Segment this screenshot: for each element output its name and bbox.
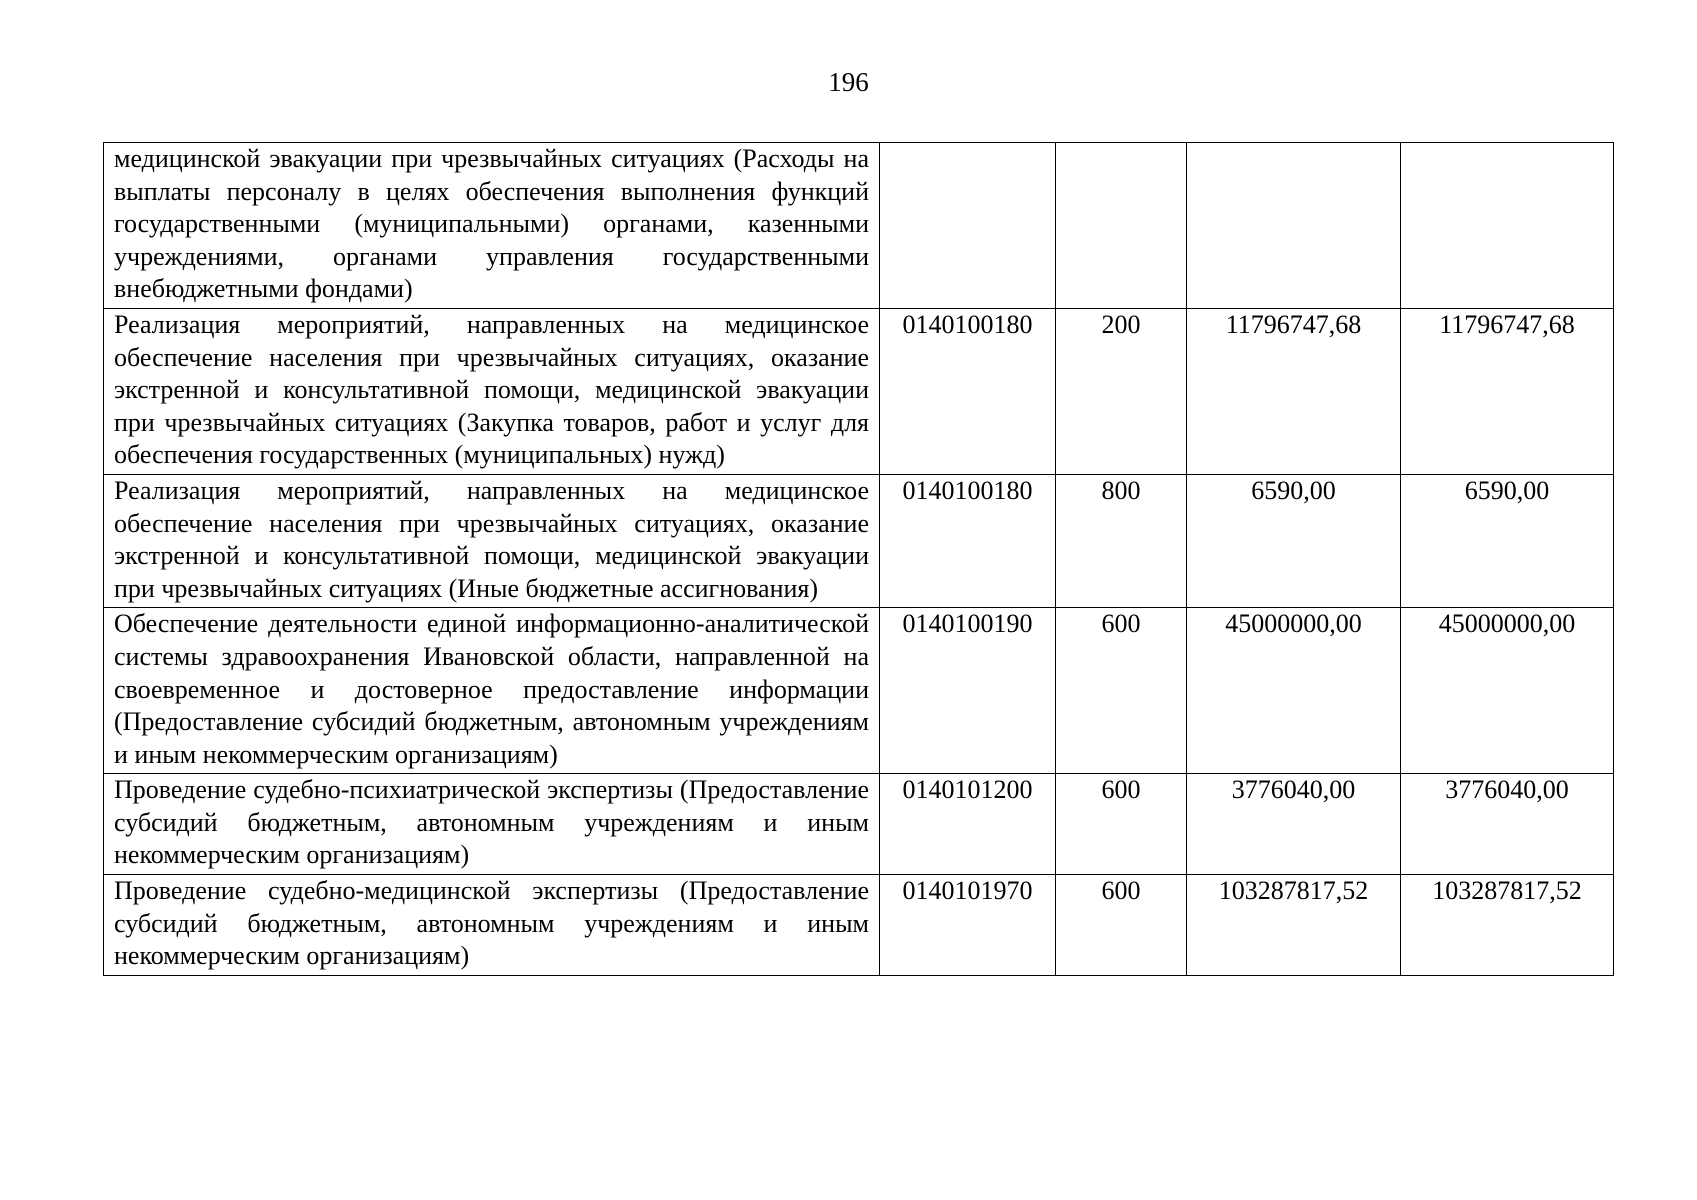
table-row [104, 143, 1614, 309]
table-row [104, 774, 1614, 875]
row-expense-type: 800 [1056, 474, 1187, 607]
row-target-code: 0140101970 [880, 875, 1056, 976]
row-target-code: 0140101200 [880, 774, 1056, 875]
row-amount-2: 103287817,52 [1401, 875, 1614, 976]
row-expense-type: 600 [1056, 875, 1187, 976]
row-expense-type: 600 [1056, 608, 1187, 774]
row-target-code: 0140100180 [880, 308, 1056, 474]
row-description: медицинской эвакуации при чрезвычайных ситуациях (Расходы на выплаты персоналу в целях обеспечения выполнения функций государственными (муниципальными) органами, казенными учреждениями, органами управления государственными внебюджетными фондами) [104, 143, 880, 309]
page-number: 196 [828, 67, 869, 97]
row-description: Реализация мероприятий, направленных на медицинское обеспечение населения при чрезвычайных ситуациях, оказание экстренной и консультативной помощи, медицинской эвакуации при чрезвычайных ситуациях (Иные бюджетные ассигнования) [104, 474, 880, 607]
row-amount-2: 3776040,00 [1401, 774, 1614, 875]
row-expense-type [1056, 143, 1187, 309]
row-amount-1: 6590,00 [1187, 474, 1401, 607]
row-amount-1 [1187, 143, 1401, 309]
row-target-code: 0140100190 [880, 608, 1056, 774]
row-target-code: 0140100180 [880, 474, 1056, 607]
table-row [104, 875, 1614, 976]
row-amount-2: 45000000,00 [1401, 608, 1614, 774]
row-expense-type: 200 [1056, 308, 1187, 474]
table-row [104, 474, 1614, 607]
row-amount-1: 45000000,00 [1187, 608, 1401, 774]
row-amount-1: 3776040,00 [1187, 774, 1401, 875]
row-amount-1: 11796747,68 [1187, 308, 1401, 474]
row-amount-2: 11796747,68 [1401, 308, 1614, 474]
row-description: Реализация мероприятий, направленных на медицинское обеспечение населения при чрезвычайных ситуациях, оказание экстренной и консультативной помощи, медицинской эвакуации при чрезвычайных ситуациях (Закупка товаров, работ и услуг для обеспечения государственных (муниципальных) нужд) [104, 308, 880, 474]
row-amount-2: 6590,00 [1401, 474, 1614, 607]
table-row [104, 608, 1614, 774]
row-target-code [880, 143, 1056, 309]
row-expense-type: 600 [1056, 774, 1187, 875]
row-amount-1: 103287817,52 [1187, 875, 1401, 976]
row-description: Проведение судебно-психиатрической экспертизы (Предоставление субсидий бюджетным, автономным учреждениям и иным некоммерческим организациям) [104, 774, 880, 875]
row-description: Обеспечение деятельности единой информационно-аналитической системы здравоохранения Ивановской области, направленной на своевременное и достоверное предоставление информации (Предоставление субсидий бюджетным, автономным учреждениям и иным некоммерческим организациям) [104, 608, 880, 774]
table-row [104, 308, 1614, 474]
row-amount-2 [1401, 143, 1614, 309]
budget-table [103, 142, 1614, 976]
row-description: Проведение судебно-медицинской экспертизы (Предоставление субсидий бюджетным, автономным учреждениям и иным некоммерческим организациям) [104, 875, 880, 976]
